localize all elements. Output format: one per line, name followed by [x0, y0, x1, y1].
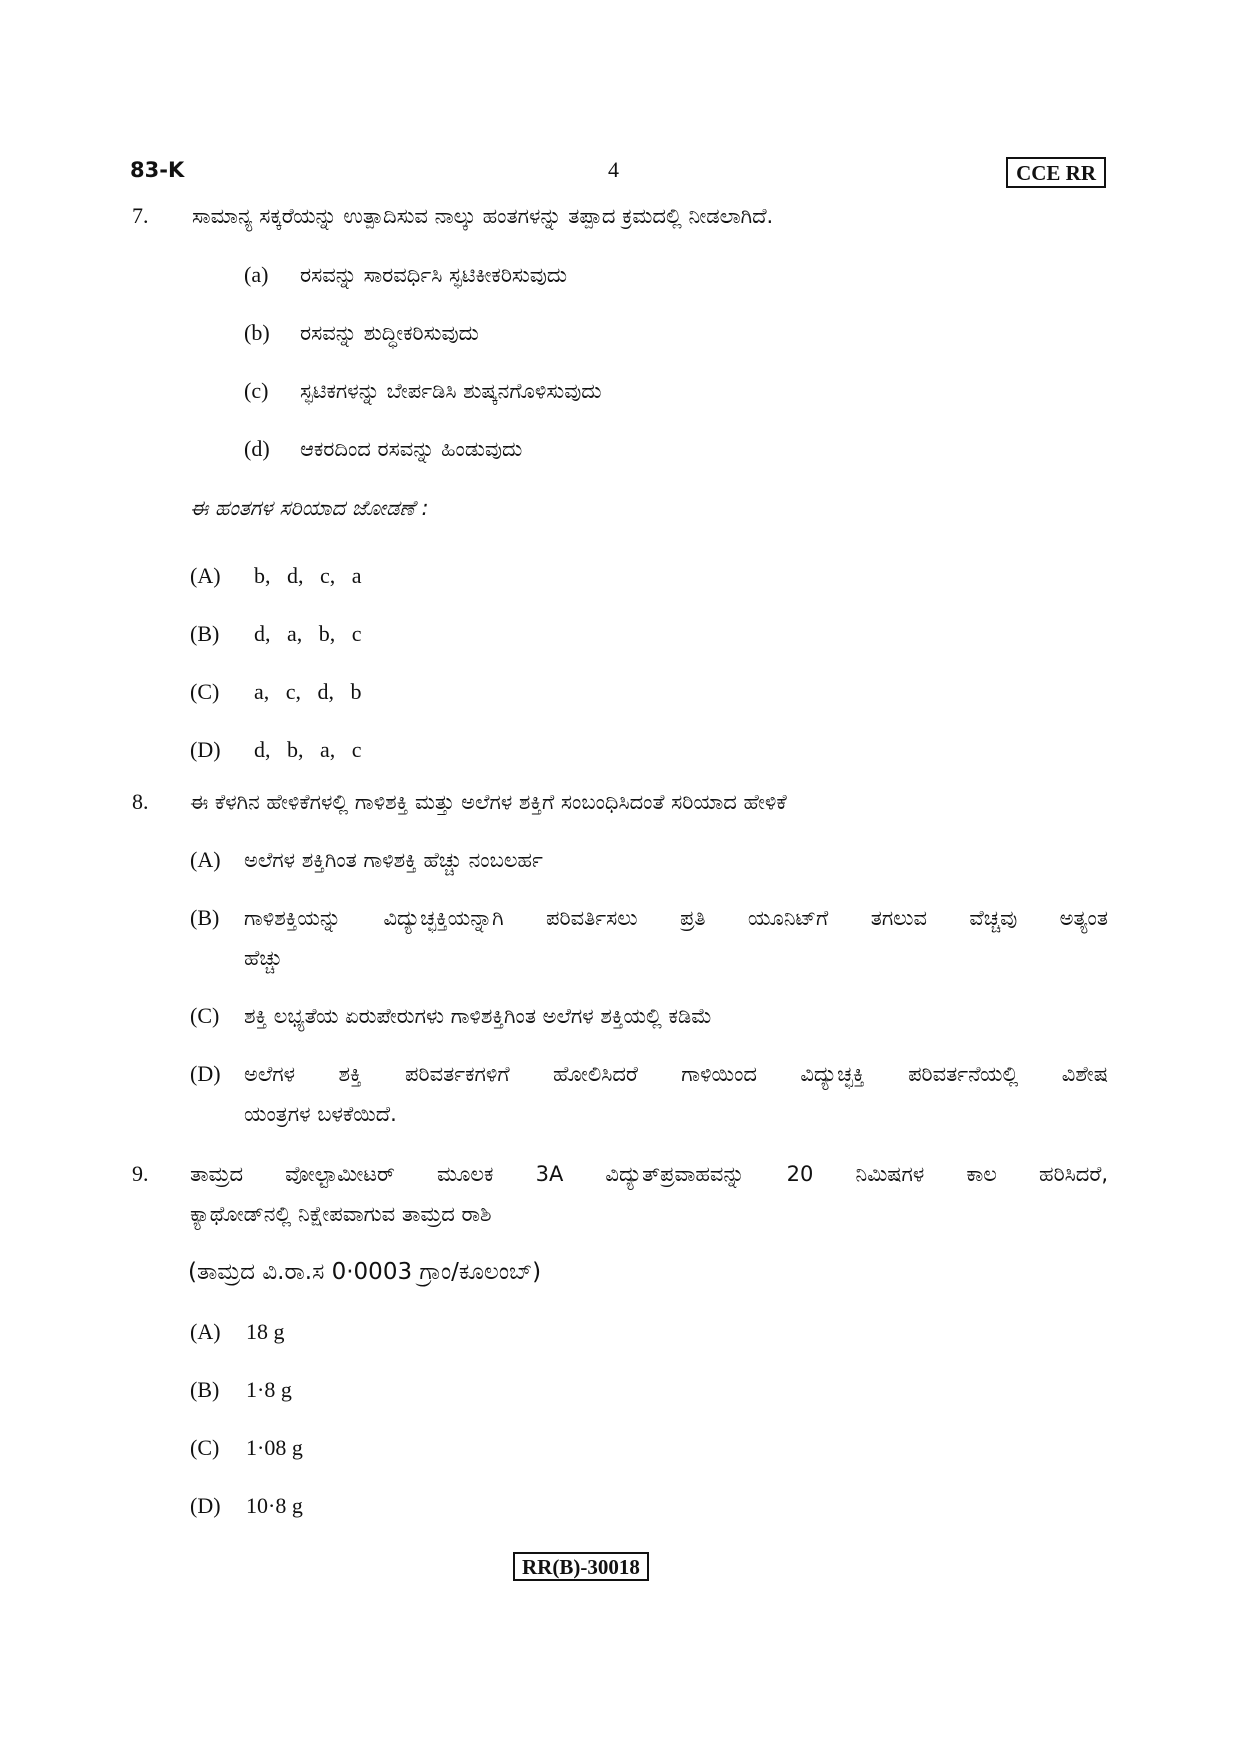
- q9-note: (ತಾಮ್ರದ ವಿ.ರಾ.ಸ 0·0003 ಗ್ರಾಂ/ಕೂಲಂಬ್): [188, 1259, 542, 1285]
- q7-step-b-label: (b): [244, 320, 270, 345]
- q8-option-d-label: (D): [190, 1061, 221, 1086]
- q9-option-b-label: (B): [190, 1377, 220, 1402]
- question-9-stem-line1: ತಾಮ್ರದ ವೋಲ್ಟಾಮೀಟರ್ ಮೂಲಕ 3A ವಿದ್ಯುತ್‌ಪ್ರವಾಹವನ್ನು 20 ನಿಮಿಷಗಳ ಕಾಲ ಹರಿಸಿದರೆ,: [190, 1162, 1108, 1186]
- q8-option-a-text: ಅಲೆಗಳ ಶಕ್ತಿಗಿಂತ ಗಾಳಿಶಕ್ತಿ ಹೆಚ್ಚು ನಂಬಲರ್ಹ: [244, 848, 543, 872]
- q7-option-b-text: d, a, b, c: [254, 621, 362, 646]
- q9-option-c-text: 1·08 g: [246, 1435, 303, 1460]
- q8-option-a-label: (A): [190, 847, 221, 872]
- q7-option-b-label: (B): [190, 621, 220, 646]
- series-badge: CCE RR: [1006, 157, 1106, 188]
- q8-option-c-label: (C): [190, 1003, 220, 1028]
- page-number: 4: [608, 157, 619, 182]
- q7-step-c-label: (c): [244, 378, 269, 403]
- question-8-stem: ಈ ಕೆಳಗಿನ ಹೇಳಿಕೆಗಳಲ್ಲಿ ಗಾಳಿಶಕ್ತಿ ಮತ್ತು ಅಲೆಗಳ ಶಕ್ತಿಗೆ ಸಂಬಂಧಿಸಿದಂತೆ ಸರಿಯಾದ ಹೇಳಿಕೆ: [190, 790, 787, 814]
- q7-option-c-text: a, c, d, b: [254, 679, 362, 704]
- question-7-stem: ಸಾಮಾನ್ಯ ಸಕ್ಕರೆಯನ್ನು ಉತ್ಪಾದಿಸುವ ನಾಲ್ಕು ಹಂತಗಳನ್ನು ತಪ್ಪಾದ ಕ್ರಮದಲ್ಲಿ ನೀಡಲಾಗಿದೆ.: [192, 204, 774, 228]
- q7-option-c-label: (C): [190, 679, 220, 704]
- question-9-number: 9.: [132, 1161, 149, 1186]
- q7-option-d-label: (D): [190, 737, 221, 762]
- paper-code: 83-K: [130, 158, 185, 182]
- q7-step-c-text: ಸ್ಫಟಿಕಗಳನ್ನು ಬೇರ್ಪಡಿಸಿ ಶುಷ್ಕನಗೊಳಿಸುವುದು: [300, 379, 602, 403]
- question-9-stem-line2: ಕ್ಯಾಥೋಡ್‌ನಲ್ಲಿ ನಿಕ್ಷೇಪವಾಗುವ ತಾಮ್ರದ ರಾಶಿ: [190, 1202, 492, 1226]
- q8-option-d-text-line1: ಅಲೆಗಳ ಶಕ್ತಿ ಪರಿವರ್ತಕಗಳಿಗೆ ಹೋಲಿಸಿದರೆ ಗಾಳಿಯಿಂದ ವಿದ್ಯುಚ್ಛಕ್ತಿ ಪರಿವರ್ತನೆಯಲ್ಲಿ ವಿಶೇಷ: [244, 1062, 1108, 1086]
- q7-step-d-text: ಆಕರದಿಂದ ರಸವನ್ನು ಹಿಂಡುವುದು: [300, 437, 523, 461]
- q8-option-b-text-line2: ಹೆಚ್ಚು: [244, 946, 283, 970]
- q7-step-a-text: ರಸವನ್ನು ಸಾರವರ್ಧಿಸಿ ಸ್ಫಟಿಕೀಕರಿಸುವುದು: [300, 263, 568, 287]
- q9-option-c-label: (C): [190, 1435, 220, 1460]
- q7-step-d-label: (d): [244, 436, 270, 461]
- q7-step-a-label: (a): [244, 262, 269, 287]
- question-8-number: 8.: [132, 789, 149, 814]
- question-7-number: 7.: [132, 203, 149, 228]
- q7-step-b-text: ರಸವನ್ನು ಶುದ್ಧೀಕರಿಸುವುದು: [300, 321, 479, 345]
- q8-option-b-label: (B): [190, 905, 220, 930]
- q9-option-a-label: (A): [190, 1319, 221, 1344]
- q9-option-d-label: (D): [190, 1493, 221, 1518]
- q7-option-a-text: b, d, c, a: [254, 563, 362, 588]
- q9-option-b-text: 1·8 g: [246, 1377, 292, 1402]
- q8-option-d-text-line2: ಯಂತ್ರಗಳ ಬಳಕೆಯಿದೆ.: [244, 1102, 397, 1126]
- q9-option-a-text: 18 g: [246, 1319, 285, 1344]
- footer-code: RR(B)-30018: [513, 1552, 649, 1581]
- q8-option-c-text: ಶಕ್ತಿ ಲಭ್ಯತೆಯ ಏರುಪೇರುಗಳು ಗಾಳಿಶಕ್ತಿಗಿಂತ ಅಲೆಗಳ ಶಕ್ತಿಯಲ್ಲಿ ಕಡಿಮೆ: [244, 1004, 713, 1028]
- q7-option-a-label: (A): [190, 563, 221, 588]
- q7-prompt: ಈ ಹಂತಗಳ ಸರಿಯಾದ ಜೋಡಣೆ :: [190, 496, 429, 520]
- q7-option-d-text: d, b, a, c: [254, 737, 362, 762]
- q9-option-d-text: 10·8 g: [246, 1493, 303, 1518]
- q8-option-b-text-line1: ಗಾಳಿಶಕ್ತಿಯನ್ನು ವಿದ್ಯುಚ್ಛಕ್ತಿಯನ್ನಾಗಿ ಪರಿವರ್ತಿಸಲು ಪ್ರತಿ ಯೂನಿಟ್‌ಗೆ ತಗಲುವ ವೆಚ್ಚವು ಅತ್ಯಂತ: [244, 906, 1108, 930]
